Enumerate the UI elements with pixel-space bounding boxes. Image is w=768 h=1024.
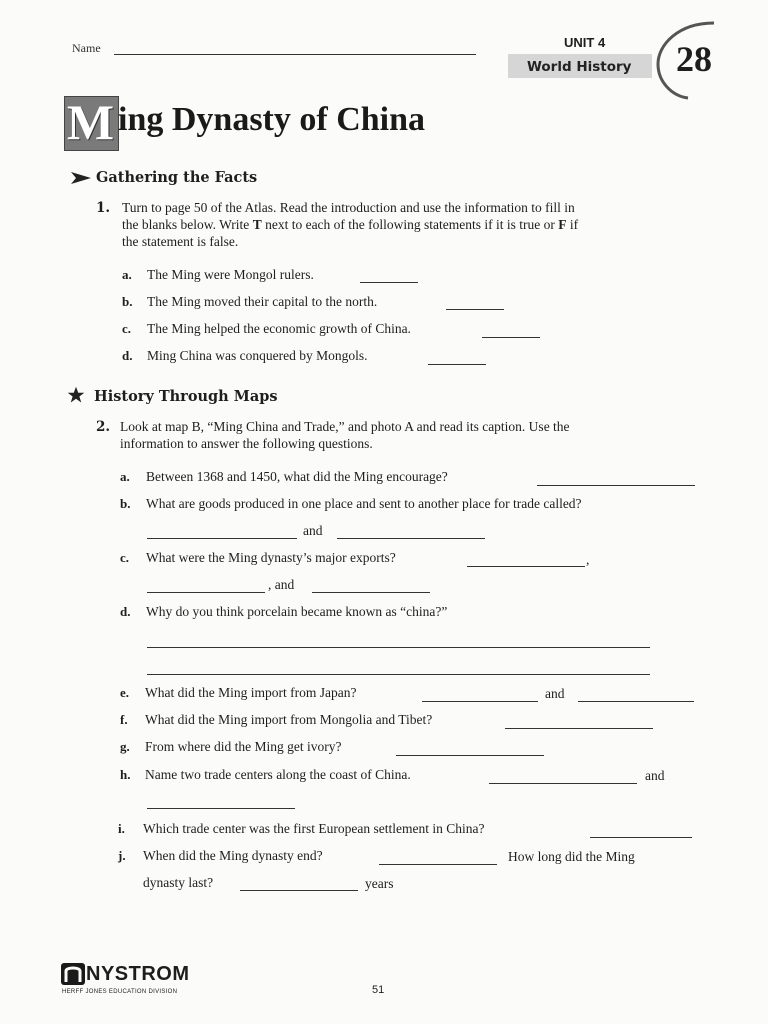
- lesson-number: 28: [676, 39, 712, 79]
- question-2b: What are goods produced in one place and sent to another place for trade called?: [146, 496, 582, 511]
- answer-blank-2i[interactable]: [590, 837, 692, 838]
- statement-1c: The Ming helped the economic growth of China.: [147, 321, 411, 336]
- answer-blank-2j-1[interactable]: [379, 864, 497, 865]
- nystrom-logo-icon: [61, 963, 85, 985]
- question-2j: When did the Ming dynasty end?: [143, 848, 323, 863]
- question-1-line-1: Turn to page 50 of the Atlas. Read the introduction and use the information to fill in: [122, 200, 575, 215]
- item-letter-2f: f.: [120, 712, 128, 727]
- answer-blank-2b-1[interactable]: [147, 538, 297, 539]
- item-letter-2d: d.: [120, 604, 131, 619]
- answer-line-2d-2[interactable]: [147, 674, 650, 675]
- question-2j-part-3: dynasty last?: [143, 875, 214, 890]
- item-letter-2g: g.: [120, 739, 130, 754]
- question-2g: From where did the Ming get ivory?: [145, 739, 342, 754]
- page-title: ing Dynasty of China: [118, 101, 426, 138]
- publisher-logo-text: NYSTROM: [86, 963, 190, 985]
- section-heading-gathering: Gathering the Facts: [96, 169, 258, 186]
- question-2c: What were the Ming dynasty’s major exports?: [146, 550, 396, 565]
- question-1-line-3: the statement is false.: [122, 234, 239, 249]
- subject-label: World History: [527, 59, 632, 75]
- answer-blank-2e-2[interactable]: [578, 701, 694, 702]
- section-heading-history: History Through Maps: [94, 388, 278, 405]
- arrow-icon: [70, 171, 92, 185]
- item-letter-2h: h.: [120, 767, 131, 782]
- answer-blank-2c-3[interactable]: [312, 592, 430, 593]
- publisher-division: HERFF JONES EDUCATION DIVISION: [62, 989, 178, 995]
- item-letter-2e: e.: [120, 685, 130, 700]
- answer-blank-2c-2[interactable]: [147, 592, 265, 593]
- question-2d: Why do you think porcelain became known as “china?”: [146, 604, 448, 619]
- item-letter-2b: b.: [120, 496, 131, 511]
- connector-and-2h: and: [645, 768, 665, 783]
- answer-blank-1d[interactable]: [428, 364, 486, 365]
- question-2-line-2: information to answer the following questions.: [120, 436, 373, 451]
- statement-1b: The Ming moved their capital to the north.: [147, 294, 378, 309]
- answer-blank-2h-1[interactable]: [489, 783, 637, 784]
- question-number-1: 1.: [96, 200, 111, 216]
- question-1-line-2: the blanks below. Write T next to each of the following statements if it is true or F if: [122, 217, 579, 232]
- answer-blank-2e-1[interactable]: [422, 701, 538, 702]
- item-letter-1b: b.: [122, 294, 133, 309]
- connector-and-2e: and: [545, 686, 565, 701]
- answer-blank-2c-1[interactable]: [467, 566, 585, 567]
- question-2a: Between 1368 and 1450, what did the Ming encourage?: [146, 469, 448, 484]
- answer-blank-2a[interactable]: [537, 485, 695, 486]
- name-label: Name: [72, 41, 101, 55]
- answer-blank-2h-2[interactable]: [147, 808, 295, 809]
- item-letter-2i: i.: [118, 821, 125, 836]
- unit-label: UNIT 4: [564, 35, 606, 50]
- question-2-line-1: Look at map B, “Ming China and Trade,” and photo A and read its caption. Use the: [120, 419, 570, 434]
- item-letter-2a: a.: [120, 469, 130, 484]
- question-2f: What did the Ming import from Mongolia and Tibet?: [145, 712, 433, 727]
- connector-comma-2c: ,: [586, 552, 590, 567]
- answer-blank-2f[interactable]: [505, 728, 653, 729]
- page-number: 51: [372, 984, 385, 996]
- title-initial: M: [66, 94, 115, 150]
- name-line[interactable]: [114, 54, 476, 55]
- statement-1a: The Ming were Mongol rulers.: [147, 267, 314, 282]
- item-letter-1a: a.: [122, 267, 132, 282]
- question-2j-part-2: How long did the Ming: [508, 849, 635, 864]
- answer-blank-2j-2[interactable]: [240, 890, 358, 891]
- question-number-2: 2.: [96, 419, 111, 435]
- answer-line-2d-1[interactable]: [147, 647, 650, 648]
- item-letter-1d: d.: [122, 348, 133, 363]
- item-letter-1c: c.: [122, 321, 132, 336]
- answer-blank-1c[interactable]: [482, 337, 540, 338]
- answer-blank-1b[interactable]: [446, 309, 504, 310]
- question-2h: Name two trade centers along the coast of China.: [145, 767, 411, 782]
- years-label: years: [365, 876, 394, 891]
- connector-and-2c: , and: [268, 577, 295, 592]
- answer-blank-2b-2[interactable]: [337, 538, 485, 539]
- question-2i: Which trade center was the first European settlement in China?: [143, 821, 485, 836]
- item-letter-2j: j.: [118, 848, 126, 863]
- connector-and-2b: and: [303, 523, 323, 538]
- statement-1d: Ming China was conquered by Mongols.: [147, 348, 368, 363]
- item-letter-2c: c.: [120, 550, 130, 565]
- answer-blank-1a[interactable]: [360, 282, 418, 283]
- star-icon: [67, 386, 85, 404]
- answer-blank-2g[interactable]: [396, 755, 544, 756]
- question-2e: What did the Ming import from Japan?: [145, 685, 357, 700]
